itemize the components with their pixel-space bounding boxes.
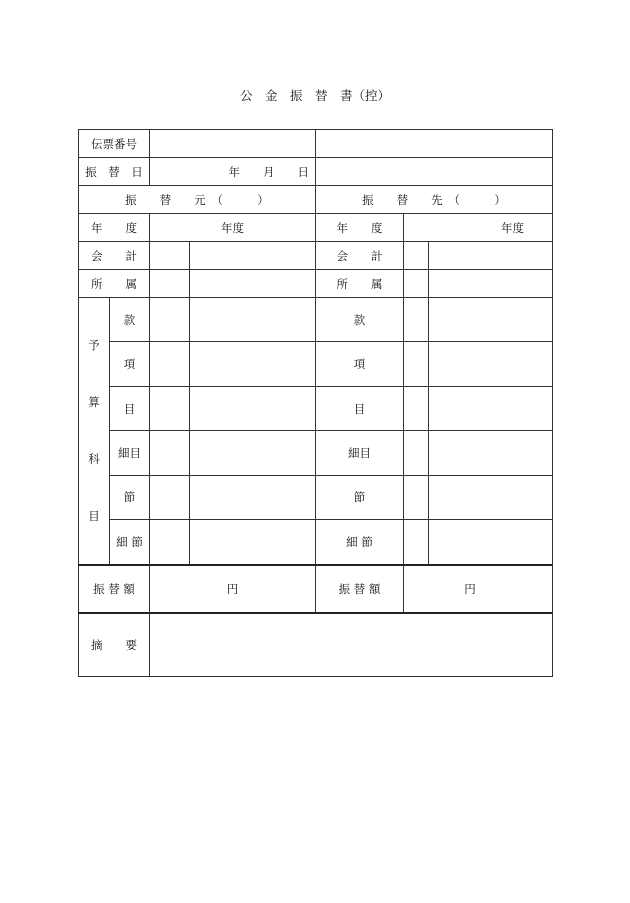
source-saimoku-name-field[interactable]: [190, 431, 316, 475]
summary-row: [79, 613, 553, 677]
source-setsu-label: 節: [110, 475, 150, 519]
fiscal-year-row: [79, 214, 553, 242]
source-account-code-field[interactable]: [150, 242, 190, 270]
dest-saimoku-name-field[interactable]: [429, 431, 553, 475]
dest-moku-label: 目: [316, 386, 404, 430]
source-department-code-field[interactable]: [150, 270, 190, 298]
dest-department-label: 所 属: [316, 270, 404, 298]
summary-label: 摘 要: [79, 613, 150, 677]
source-kan-code-field[interactable]: [150, 298, 190, 342]
dest-saisetsu-name-field[interactable]: [429, 520, 553, 565]
dest-kou-code-field[interactable]: [404, 342, 429, 386]
source-moku-label: 目: [110, 386, 150, 430]
budget-saimoku-row: [79, 431, 553, 475]
transfer-date-label: 振 替 日: [79, 158, 150, 186]
source-saisetsu-label: 細 節: [110, 520, 150, 565]
document-title: 公 金 振 替 書（控）: [239, 88, 390, 103]
transfer-date-field[interactable]: 年 月 日: [150, 158, 316, 186]
dest-kou-name-field[interactable]: [429, 342, 553, 386]
transfer-date-row: [79, 158, 553, 186]
dest-account-label: 会 計: [316, 242, 404, 270]
source-moku-code-field[interactable]: [150, 386, 190, 430]
slip-number-label: 伝票番号: [79, 130, 150, 158]
dest-setsu-code-field[interactable]: [404, 475, 429, 519]
dest-amount-field[interactable]: 円: [404, 565, 553, 613]
budget-items-label: [79, 298, 110, 566]
source-saimoku-label: 細目: [110, 431, 150, 475]
slip-number-field[interactable]: [150, 130, 316, 158]
dest-kan-name-field[interactable]: [429, 298, 553, 342]
dest-account-code-field[interactable]: [404, 242, 429, 270]
source-department-label: 所 属: [79, 270, 150, 298]
dest-setsu-label: 節: [316, 475, 404, 519]
budget-kan-row: [79, 298, 553, 342]
transfer-source-header: 振 替 元 （ ）: [79, 186, 316, 214]
budget-kou-row: [79, 342, 553, 386]
dest-fiscal-year-field[interactable]: 年度: [404, 214, 553, 242]
source-kou-label: 項: [110, 342, 150, 386]
budget-char: 目: [88, 509, 100, 523]
transfer-amount-row: [79, 565, 553, 613]
dest-setsu-name-field[interactable]: [429, 475, 553, 519]
dest-saimoku-code-field[interactable]: [404, 431, 429, 475]
dest-amount-label: 振 替 額: [316, 565, 404, 613]
dest-moku-code-field[interactable]: [404, 386, 429, 430]
source-kan-name-field[interactable]: [190, 298, 316, 342]
summary-field[interactable]: [150, 613, 553, 677]
department-row: [79, 270, 553, 298]
dest-account-name-field[interactable]: [429, 242, 553, 270]
budget-char: 算: [88, 395, 100, 409]
transfer-destination-header: 振 替 先 （ ）: [316, 186, 553, 214]
dest-kou-label: 項: [316, 342, 404, 386]
dest-department-name-field[interactable]: [429, 270, 553, 298]
source-fiscal-year-field[interactable]: 年度: [150, 214, 316, 242]
dest-saimoku-label: 細目: [316, 431, 404, 475]
budget-char: 科: [88, 452, 100, 466]
source-saisetsu-name-field[interactable]: [190, 520, 316, 565]
dest-saisetsu-code-field[interactable]: [404, 520, 429, 565]
source-department-name-field[interactable]: [190, 270, 316, 298]
source-setsu-name-field[interactable]: [190, 475, 316, 519]
source-amount-label: 振 替 額: [79, 565, 150, 613]
source-saisetsu-code-field[interactable]: [150, 520, 190, 565]
dest-kan-code-field[interactable]: [404, 298, 429, 342]
transfer-form-table: [78, 129, 553, 677]
source-kan-label: 款: [110, 298, 150, 342]
source-kou-code-field[interactable]: [150, 342, 190, 386]
account-row: [79, 242, 553, 270]
source-setsu-code-field[interactable]: [150, 475, 190, 519]
slip-number-row: [79, 130, 553, 158]
source-account-name-field[interactable]: [190, 242, 316, 270]
source-kou-name-field[interactable]: [190, 342, 316, 386]
dest-saisetsu-label: 細 節: [316, 520, 404, 565]
transfer-date-extra-field[interactable]: [316, 158, 553, 186]
source-account-label: 会 計: [79, 242, 150, 270]
source-fiscal-year-label: 年 度: [79, 214, 150, 242]
budget-setsu-row: [79, 475, 553, 519]
dest-department-code-field[interactable]: [404, 270, 429, 298]
budget-moku-row: [79, 386, 553, 430]
slip-number-extra-field[interactable]: [316, 130, 553, 158]
dest-fiscal-year-label: 年 度: [316, 214, 404, 242]
budget-char: 予: [88, 338, 100, 352]
source-amount-field[interactable]: 円: [150, 565, 316, 613]
budget-saisetsu-row: [79, 520, 553, 565]
source-saimoku-code-field[interactable]: [150, 431, 190, 475]
dest-kan-label: 款: [316, 298, 404, 342]
dest-moku-name-field[interactable]: [429, 386, 553, 430]
source-moku-name-field[interactable]: [190, 386, 316, 430]
source-dest-header-row: [79, 186, 553, 214]
